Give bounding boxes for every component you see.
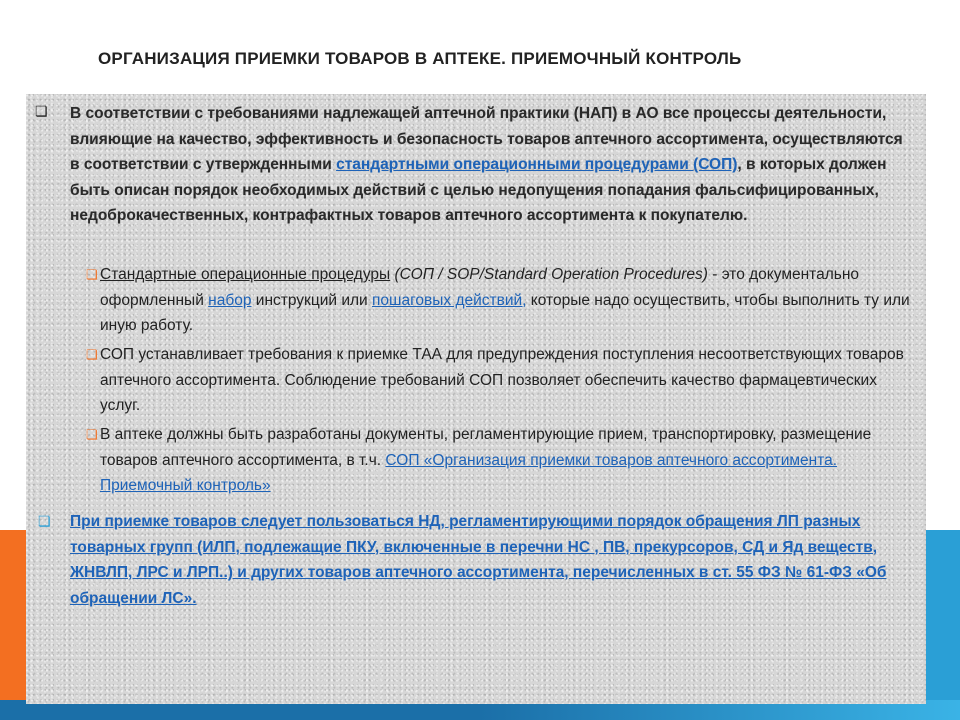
bullet-nd-link-paragraph[interactable]: При приемке товаров следует пользоваться НД, регламентирующими порядок обращения ЛП разных товарных групп (ИЛП, подлежащие ПКУ, включенные в перечни НС , ПВ, прекурсоров, СД и Яд веществ, ЖНВЛП, ЛРС и ЛРП..) и других товаров аптечного ассортимента, перечисленных в ст. 55 ФЗ № 61-ФЗ «Об обращении ЛС». [70,513,887,607]
sop-term-italic: (СОП / SOP/Standard Operation Procedures) [390,266,708,283]
sub-bullet-sop-definition [86,262,912,339]
sop-link[interactable]: стандартными операционными процедурами (СОП) [336,156,738,173]
square-bullet-icon: ❏ [86,267,98,282]
square-bullet-icon: ❏ [86,427,98,442]
square-bullet-icon: ❏ [35,103,48,119]
sop-term: Стандартные операционные процедуры [100,266,391,283]
bullet-text: В соответствии с требованиями надлежащей аптечной практики (НАП) в АО все процессы деятельности, влияющие на качество, эффективность и безопасность товаров аптечного ассортимента, осуществляются в соответствии с утвержденными [70,105,903,173]
sub-text: СОП устанавливает требования к приемке ТАА для предупреждения поступления несоответствующих товаров аптечного ассортимента. Соблюдение требований СОП позволяет обеспечить качество фармацевтических услуг. [100,346,904,414]
sub-text: В аптеке должны быть разработаны документы, регламентирующие прием, транспортировку, размещение товаров аптечного ассортимента, в т.ч. [100,426,872,469]
sub-bullet-pharmacy-documents [86,422,912,499]
sub-text: которые надо осуществить, чтобы выполнить ту или иную работу. [100,291,910,334]
bullet-text: , в которых должен быть описан порядок необходимых действий с целью недопущения попадания фальсифицированных, недоброкачественных, контрафактных товаров аптечного ассортимента к покупателю. [70,156,887,224]
bullet-nap-paragraph [70,101,912,229]
square-bullet-icon: ❏ [86,347,98,362]
blue-accent-stripe [920,530,960,720]
steps-link[interactable]: пошаговых действий, [372,291,527,309]
sop-acceptance-link[interactable]: СОП «Организация приемки товаров аптечного ассортимента. Приемочный контроль» [100,451,838,494]
sub-text: - это документально оформленный [100,266,860,309]
sub-bullet-sop-requirements [86,342,912,419]
square-bullet-icon: ❏ [38,513,51,529]
nabor-link[interactable]: набор [208,291,252,309]
slide-title: ОРГАНИЗАЦИЯ ПРИЕМКИ ТОВАРОВ В АПТЕКЕ. ПРИЕМОЧНЫЙ КОНТРОЛЬ [98,49,742,68]
sub-text: инструкций или [251,291,373,309]
